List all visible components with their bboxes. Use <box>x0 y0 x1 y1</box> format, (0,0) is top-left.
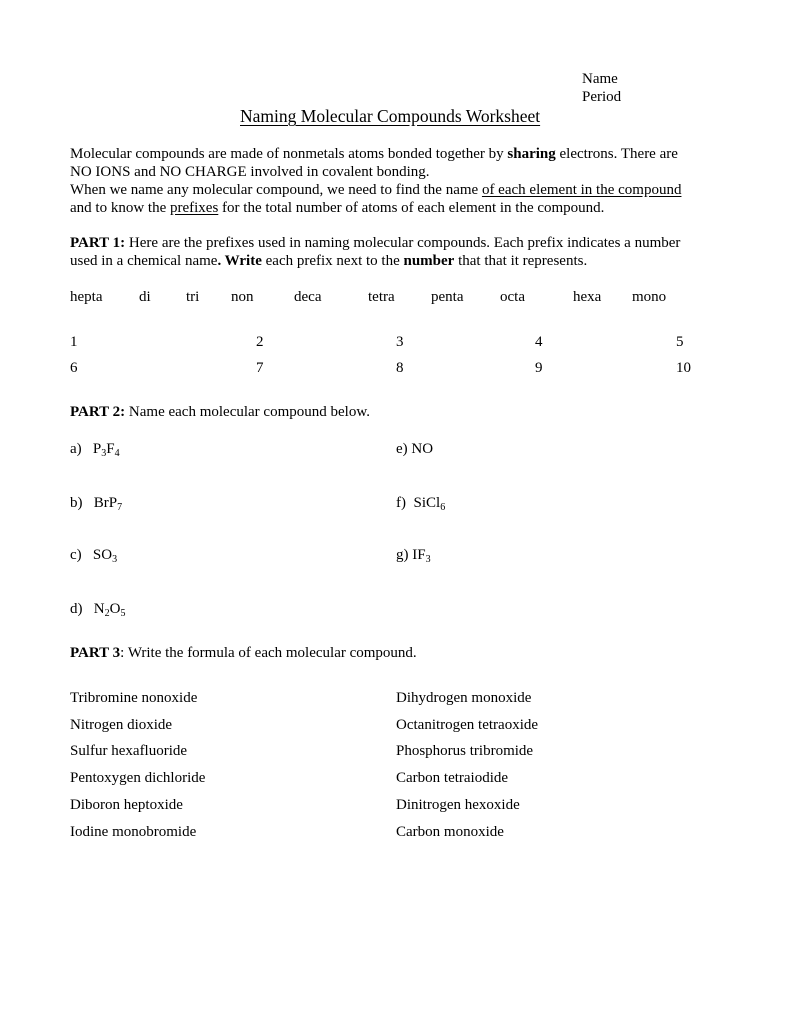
part3-heading <box>70 644 417 662</box>
number-label: 1 <box>70 334 78 350</box>
part1-text: Here are the prefixes used in naming molecular compounds. Each prefix indicates a number <box>125 235 681 251</box>
item-letter: d) <box>70 601 83 617</box>
compound-item <box>70 546 117 564</box>
item-letter: c) <box>70 547 82 563</box>
compound-item <box>396 494 445 512</box>
compound-name: Octanitrogen tetraoxide <box>396 717 539 733</box>
prefix-word: di <box>139 289 151 305</box>
part2-heading <box>70 403 370 421</box>
number-label: 6 <box>70 360 78 376</box>
period-label: Period <box>582 89 622 105</box>
number-label: 4 <box>535 334 543 350</box>
element-symbol: SiCl <box>413 495 441 511</box>
write-bold: . Write <box>217 253 262 269</box>
prefix-word: deca <box>294 289 322 305</box>
subscript: 3 <box>101 448 107 459</box>
prefix-word: penta <box>431 289 464 305</box>
prefixes-underlined: prefixes <box>169 200 219 216</box>
part1-line-1 <box>70 234 680 252</box>
underlined-phrase: of each element in the compound <box>481 182 682 198</box>
number-label: 3 <box>396 334 404 350</box>
intro-text: for the total number of atoms of each element in the compound. <box>218 200 605 216</box>
item-letter: f) <box>396 495 406 511</box>
sharing-bold: sharing <box>507 146 556 162</box>
compound-item <box>396 546 431 564</box>
number-bold: number <box>403 253 455 269</box>
compound-item <box>70 494 122 512</box>
element-symbol: P <box>92 441 102 457</box>
prefix-word: hepta <box>70 289 103 305</box>
number-label: 2 <box>256 334 264 350</box>
subscript: 5 <box>120 608 126 619</box>
intro-line-4 <box>70 199 604 217</box>
compound-name: Dinitrogen hexoxide <box>396 797 520 813</box>
subscript: 7 <box>117 502 123 513</box>
compound-name: Dihydrogen monoxide <box>396 690 532 706</box>
subscript: 3 <box>425 554 431 565</box>
part1-text: used in a chemical name <box>70 253 218 269</box>
subscript: 6 <box>440 502 446 513</box>
part2-instruction: Name each molecular compound below. <box>125 404 370 420</box>
intro-line-1 <box>70 145 678 163</box>
prefix-word: hexa <box>573 289 602 305</box>
compound-item <box>70 440 120 458</box>
compound-name: Sulfur hexafluoride <box>70 743 188 759</box>
part2-label: PART 2: <box>70 404 126 420</box>
subscript: 4 <box>114 448 120 459</box>
part1-text: that that it represents. <box>454 253 588 269</box>
compound-name: Nitrogen dioxide <box>70 717 173 733</box>
element-symbol: BrP <box>93 495 118 511</box>
subscript: 3 <box>112 554 118 565</box>
item-letter: e) <box>396 441 408 457</box>
number-label: 10 <box>676 360 691 376</box>
compound-item <box>396 440 433 458</box>
prefix-word: tetra <box>368 289 395 305</box>
prefix-word: octa <box>500 289 525 305</box>
worksheet-title: Naming Molecular Compounds Worksheet <box>240 106 541 126</box>
prefix-word: mono <box>632 289 667 305</box>
element-symbol: IF <box>412 547 426 563</box>
part3-instruction: : Write the formula of each molecular compound. <box>120 645 417 661</box>
number-label: 8 <box>396 360 404 376</box>
part1-text: each prefix next to the <box>261 253 404 269</box>
part3-label: PART 3 <box>70 645 121 661</box>
element-symbol: O <box>109 601 121 617</box>
number-label: 9 <box>535 360 543 376</box>
number-label: 5 <box>676 334 684 350</box>
part1-label: PART 1: <box>70 235 126 251</box>
intro-text: and to know the <box>70 200 170 216</box>
intro-line-2: NO IONS and NO CHARGE involved in covalent bonding. <box>70 164 430 180</box>
compound-name: Diboron heptoxide <box>70 797 183 813</box>
compound-name: Phosphorus tribromide <box>396 743 534 759</box>
prefix-word: tri <box>186 289 200 305</box>
intro-text: Molecular compounds are made of nonmetals atoms bonded together by <box>70 146 508 162</box>
compound-name: Pentoxygen dichloride <box>70 770 206 786</box>
prefix-word: non <box>231 289 254 305</box>
compound-name: Iodine monobromide <box>70 824 197 840</box>
item-letter: a) <box>70 441 82 457</box>
element-symbol: NO <box>411 441 434 457</box>
compound-name: Carbon monoxide <box>396 824 504 840</box>
intro-line-3 <box>70 181 681 199</box>
item-letter: b) <box>70 495 83 511</box>
compound-item <box>70 600 125 618</box>
name-label: Name <box>582 71 618 87</box>
number-label: 7 <box>256 360 264 376</box>
intro-text: When we name any molecular compound, we need to find the name <box>70 182 482 198</box>
compound-name: Tribromine nonoxide <box>70 690 198 706</box>
intro-text: electrons. There are <box>555 146 678 162</box>
element-symbol: N <box>93 601 105 617</box>
compound-name: Carbon tetraiodide <box>396 770 509 786</box>
subscript: 2 <box>104 608 110 619</box>
item-letter: g) <box>396 547 409 563</box>
element-symbol: F <box>106 441 115 457</box>
element-symbol: SO <box>92 547 113 563</box>
part1-line-2 <box>70 252 587 270</box>
